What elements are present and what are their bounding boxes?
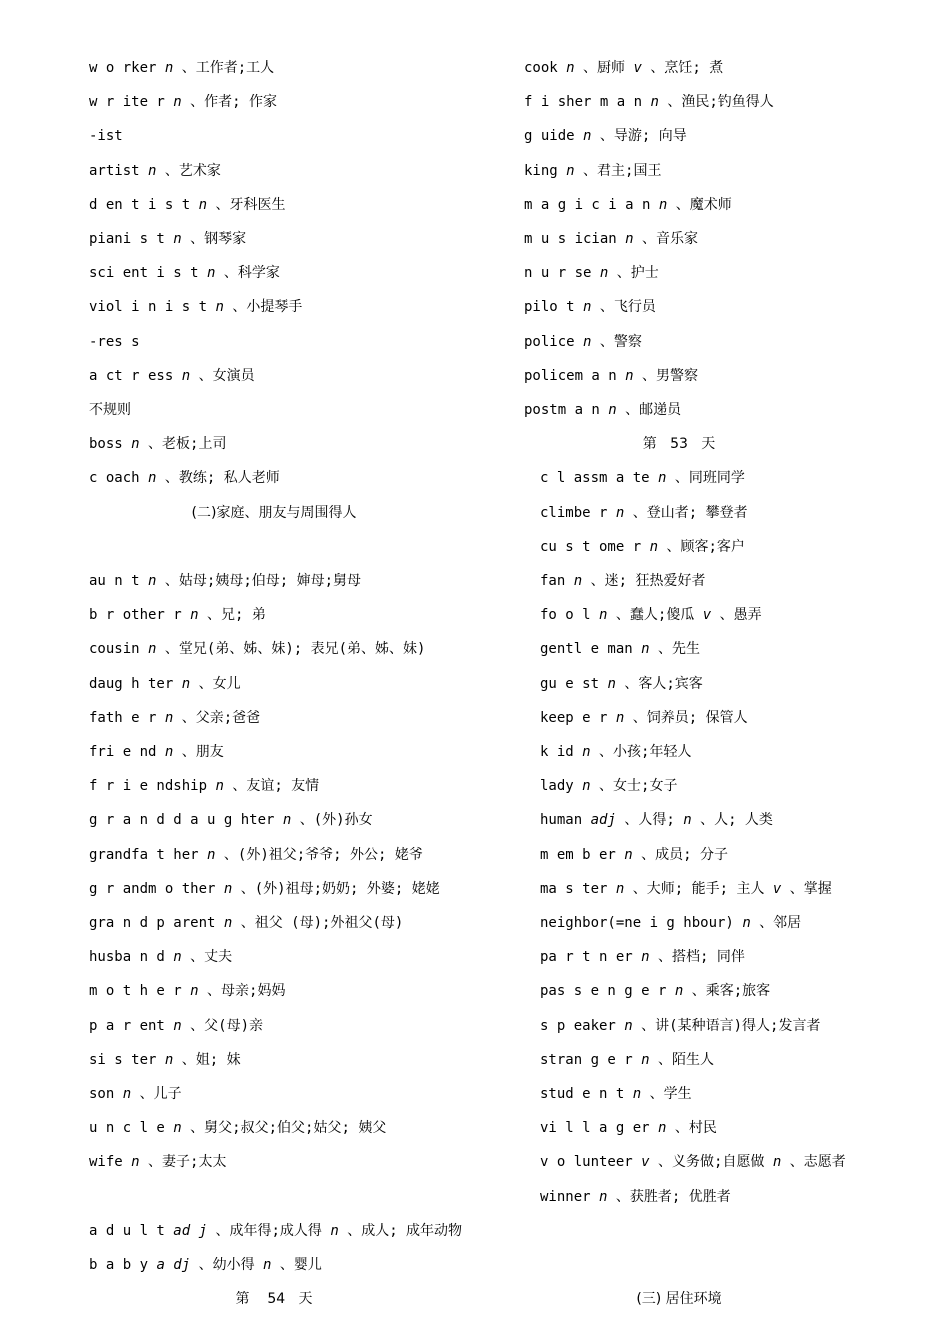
vocab-entry <box>524 196 732 214</box>
entry-word: c l assm a te <box>540 470 650 487</box>
part-of-speech: n <box>607 675 616 692</box>
entry-word: fri e nd <box>89 744 157 760</box>
part-of-speech: n <box>641 949 650 966</box>
vocab-entry <box>540 1119 717 1137</box>
vocab-entry <box>524 93 774 111</box>
entry-word: g r andm o ther <box>89 880 216 897</box>
definition: 、小提琴手 <box>232 299 303 316</box>
entry-word: a d u l t <box>89 1222 165 1239</box>
entry-word: cousin <box>89 641 140 658</box>
vocab-entry <box>89 948 232 966</box>
vocab-entry <box>89 811 373 829</box>
part-of-speech: n <box>599 265 609 282</box>
part-of-speech: n <box>625 367 634 384</box>
vocab-entry <box>89 264 280 282</box>
entry-word: cu s t ome r <box>540 538 642 555</box>
entry-word: pilo t <box>524 299 575 316</box>
entry-word: w r ite r <box>89 94 165 111</box>
vocab-entry <box>524 59 723 77</box>
entry-word: sci ent i s t <box>89 265 199 282</box>
part-of-speech: n <box>658 1120 667 1137</box>
definition: 、女士;女子 <box>599 778 678 795</box>
entry-word: u n c l e <box>89 1120 165 1137</box>
part-of-speech: n <box>641 1051 650 1068</box>
section-heading: (三) 居住环境 <box>636 1291 722 1308</box>
definition: 、科学家 <box>223 265 280 282</box>
part-of-speech: a dj <box>156 1257 191 1273</box>
entry-word: f i sher m a n <box>524 94 643 111</box>
vocab-entry <box>89 196 285 214</box>
part-of-speech: n <box>164 60 174 76</box>
definition: 、魔术师 <box>675 196 732 213</box>
definition: 、友谊; 友情 <box>232 778 320 795</box>
vocab-entry <box>540 743 691 761</box>
entry-word: 不规则 <box>89 402 131 418</box>
part-of-speech: v <box>772 880 782 897</box>
entry-word: king <box>524 162 558 179</box>
vocab-entry <box>89 914 403 932</box>
vocab-entry <box>89 401 131 419</box>
part-of-speech: n <box>173 231 182 247</box>
entry-word: vi l l a g er <box>540 1120 650 1137</box>
entry-word: husba n d <box>89 949 165 966</box>
definition: 、(外)孙女 <box>299 812 373 829</box>
vocab-entry <box>540 1153 846 1171</box>
entry-word: k id <box>540 744 574 760</box>
definition: 、饲养员; 保管人 <box>632 709 748 726</box>
vocab-entry <box>540 640 700 658</box>
entry-word: -ist <box>89 128 123 145</box>
entry-word: b a b y <box>89 1257 149 1273</box>
vocab-entry <box>524 162 661 180</box>
definition: 、飞行员 <box>599 299 656 316</box>
vocab-entry <box>89 1256 322 1274</box>
entry-word: stud e n t <box>540 1086 625 1102</box>
definition: 、讲(某种语言)得人;发言者 <box>641 1017 821 1034</box>
entry-word: m u s ician <box>524 231 617 247</box>
entry-word: m a g i c i a n <box>524 196 651 213</box>
part-of-speech: n <box>674 983 684 1000</box>
vocab-entry <box>89 1119 386 1137</box>
vocab-entry <box>540 777 677 795</box>
definition: 、兄; 弟 <box>207 607 266 624</box>
entry-word: v o lunteer <box>540 1154 633 1171</box>
vocab-entry <box>540 811 773 829</box>
part-of-speech: v <box>641 1154 650 1171</box>
definition: 、音乐家 <box>642 231 699 247</box>
vocab-entry <box>89 1153 226 1171</box>
entry-word: son <box>89 1086 115 1102</box>
vocab-entry <box>540 948 745 966</box>
definition: 、老板;上司 <box>148 436 227 453</box>
definition: 、作者; 作家 <box>190 94 278 111</box>
definition: 、获胜者; 优胜者 <box>615 1188 731 1205</box>
part-of-speech: n <box>582 744 591 760</box>
vocab-entry <box>89 1222 462 1240</box>
part-of-speech: n <box>650 94 659 111</box>
vocab-entry <box>540 1051 714 1069</box>
entry-word: fan <box>540 573 566 589</box>
part-of-speech: n <box>215 778 224 795</box>
entry-word: daug h ter <box>89 675 174 692</box>
definition: 、朋友 <box>181 744 224 760</box>
part-of-speech: n <box>198 196 208 213</box>
entry-word: cook <box>524 60 558 76</box>
part-of-speech: n <box>583 333 592 350</box>
part-of-speech: n <box>223 880 233 897</box>
part-of-speech: n <box>658 470 667 487</box>
part-of-speech: n <box>583 128 592 145</box>
vocab-entry <box>540 538 745 556</box>
entry-word: gu e st <box>540 675 600 692</box>
definition: 、(外)祖父;爷爷; 外公; 姥爷 <box>223 846 423 863</box>
definition: 、钢琴家 <box>190 231 247 247</box>
vocab-entry <box>89 59 274 77</box>
entry-word: b r other r <box>89 607 182 624</box>
definition: 、邮递员 <box>625 402 682 418</box>
definition: 、儿子 <box>139 1086 182 1102</box>
entry-word: neighbor(=ne i g hbour) <box>540 915 734 931</box>
vocab-entry <box>524 127 687 145</box>
vocab-entry <box>89 675 241 693</box>
definition: 、护士 <box>616 265 659 282</box>
vocab-entry <box>89 333 140 351</box>
part-of-speech: n <box>615 880 625 897</box>
vocab-entry <box>89 709 260 727</box>
definition: 、女演员 <box>198 367 255 384</box>
definition: 、陌生人 <box>658 1051 715 1068</box>
entry-word: -res s <box>89 333 140 350</box>
part-of-speech: n <box>624 846 633 863</box>
definition: 、幼小得 <box>198 1257 255 1273</box>
definition: 、蠢人;傻瓜 <box>615 607 695 624</box>
part-of-speech: n <box>173 1120 182 1137</box>
vocab-entry <box>540 572 705 590</box>
entry-word: w o rker <box>89 60 157 76</box>
definition: 、工作者;工人 <box>181 60 275 76</box>
definition: 、义务做;自愿做 <box>658 1154 765 1171</box>
part-of-speech: v <box>633 60 642 76</box>
vocab-entry <box>89 93 277 111</box>
part-of-speech: n <box>223 915 233 931</box>
vocab-entry <box>524 367 698 385</box>
definition: 、客人;宾客 <box>624 675 703 692</box>
entry-word: s p eaker <box>540 1017 616 1034</box>
part-of-speech: n <box>263 1257 272 1273</box>
part-of-speech: n <box>632 1086 642 1102</box>
definition: 、父亲;爸爸 <box>181 709 261 726</box>
definition: 、成年得;成人得 <box>215 1222 322 1239</box>
entry-word: grandfa t her <box>89 846 199 863</box>
definition: 、乘客;旅客 <box>691 983 771 1000</box>
definition: 、邻居 <box>759 915 802 931</box>
entry-word: ma s ter <box>540 880 608 897</box>
part-of-speech: n <box>131 436 140 453</box>
part-of-speech: n <box>615 709 625 726</box>
definition: 、教练; 私人老师 <box>164 470 280 487</box>
part-of-speech: n <box>122 1086 132 1102</box>
definition: 、牙科医生 <box>215 196 286 213</box>
entry-word: artist <box>89 162 140 179</box>
vocab-entry <box>89 743 224 761</box>
definition: 、男警察 <box>642 367 699 384</box>
entry-word: gra n d p arent <box>89 915 216 931</box>
vocab-entry <box>89 572 361 590</box>
definition: 、姑母;姨母;伯母; 婶母;舅母 <box>164 573 362 589</box>
vocab-entry <box>89 127 123 145</box>
definition: 、祖父 (母);外祖父(母) <box>240 915 404 931</box>
part-of-speech: n <box>173 94 182 111</box>
entry-word: stran g e r <box>540 1051 633 1068</box>
vocab-entry <box>89 777 319 795</box>
vocab-entry <box>540 1017 820 1035</box>
part-of-speech: n <box>282 812 292 829</box>
entry-word: piani s t <box>89 231 165 247</box>
part-of-speech: n <box>772 1154 782 1171</box>
definition: 、渔民;钓鱼得人 <box>667 94 774 111</box>
part-of-speech: ad j <box>173 1222 208 1239</box>
definition: 、妻子;太太 <box>148 1154 227 1171</box>
entry-word: au n t <box>89 573 140 589</box>
definition: 、姐; 妹 <box>181 1051 241 1068</box>
vocab-entry <box>89 435 226 453</box>
entry-word: keep e r <box>540 709 608 726</box>
vocab-entry <box>89 1085 182 1103</box>
definition: 、成员; 分子 <box>641 846 729 863</box>
entry-word: c oach <box>89 470 140 487</box>
definition: 、厨师 <box>583 60 626 76</box>
definition: 、丈夫 <box>190 949 233 966</box>
part-of-speech: n <box>625 231 634 247</box>
entry-word: climbe r <box>540 504 608 521</box>
part-of-speech: n <box>683 812 692 829</box>
entry-word: p a r ent <box>89 1017 165 1034</box>
part-of-speech: n <box>649 538 659 555</box>
part-of-speech: n <box>181 675 191 692</box>
vocab-entry <box>540 880 832 898</box>
part-of-speech: n <box>173 949 182 966</box>
entry-word: g r a n d d a u g hter <box>89 812 275 829</box>
entry-word: m em b er <box>540 846 616 863</box>
definition: 、舅父;叔父;伯父;姑父; 姨父 <box>190 1120 387 1137</box>
vocab-entry <box>524 298 656 316</box>
definition: 、(外)祖母;奶奶; 外婆; 姥姥 <box>240 880 440 897</box>
part-of-speech: n <box>207 265 216 282</box>
entry-word: si s ter <box>89 1051 157 1068</box>
part-of-speech: n <box>608 402 617 418</box>
definition: 、父(母)亲 <box>190 1017 264 1034</box>
part-of-speech: n <box>148 641 157 658</box>
part-of-speech: n <box>190 607 199 624</box>
entry-word: wife <box>89 1154 123 1171</box>
definition: 、志愿者 <box>789 1154 846 1171</box>
section-heading: (二)家庭、朋友与周围得人 <box>191 504 357 521</box>
definition: 、同班同学 <box>674 470 745 487</box>
definition: 、婴儿 <box>279 1257 322 1273</box>
part-of-speech: n <box>207 846 216 863</box>
part-of-speech: n <box>164 1051 174 1068</box>
definition: 、愚弄 <box>719 607 762 624</box>
definition: 、艺术家 <box>164 162 221 179</box>
part-of-speech: adj <box>590 812 616 829</box>
definition: 、登山者; 攀登者 <box>632 504 748 521</box>
entry-word: pa r t n er <box>540 949 633 966</box>
vocab-entry <box>540 606 762 624</box>
vocab-entry <box>89 230 246 248</box>
vocab-entry <box>89 367 255 385</box>
part-of-speech: n <box>190 983 199 1000</box>
vocab-entry <box>89 982 285 1000</box>
section-heading: 第 54 天 <box>235 1291 313 1308</box>
vocab-entry <box>524 401 681 419</box>
definition: 、君主;国王 <box>583 162 662 179</box>
part-of-speech: n <box>164 709 174 726</box>
entry-word: fath e r <box>89 709 157 726</box>
vocab-entry <box>540 1085 692 1103</box>
part-of-speech: n <box>148 162 157 179</box>
part-of-speech: n <box>164 744 174 760</box>
part-of-speech: n <box>148 470 157 487</box>
part-of-speech: n <box>566 162 575 179</box>
section-heading: 第 53 天 <box>642 436 716 453</box>
entry-word: g uide <box>524 128 575 145</box>
entry-word: m o t h e r <box>89 983 182 1000</box>
part-of-speech: n <box>173 1017 182 1034</box>
vocab-entry <box>89 880 440 898</box>
definition: 、顾客;客户 <box>666 538 745 555</box>
vocab-entry <box>540 675 703 693</box>
entry-word: policem a n <box>524 367 617 384</box>
part-of-speech: n <box>615 504 625 521</box>
definition: 、导游; 向导 <box>599 128 687 145</box>
vocab-entry <box>89 1017 263 1035</box>
part-of-speech: n <box>148 573 157 589</box>
vocab-entry <box>89 846 423 864</box>
vocab-entry <box>524 264 659 282</box>
entry-word: police <box>524 333 575 350</box>
definition: 、小孩;年轻人 <box>599 744 692 760</box>
definition: 、学生 <box>649 1086 692 1102</box>
entry-word: human <box>540 812 583 829</box>
part-of-speech: n <box>641 641 650 658</box>
vocab-entry <box>89 469 280 487</box>
part-of-speech: n <box>599 1188 608 1205</box>
vocab-entry <box>89 606 266 624</box>
part-of-speech: n <box>742 915 751 931</box>
entry-word: winner <box>540 1188 591 1205</box>
vocab-entry <box>540 709 748 727</box>
part-of-speech: n <box>658 196 668 213</box>
part-of-speech: n <box>624 1017 633 1034</box>
entry-word: lady <box>540 778 574 795</box>
definition: 、搭档; 同伴 <box>658 949 745 966</box>
entry-word: boss <box>89 436 123 453</box>
vocab-entry <box>540 914 801 932</box>
part-of-speech: n <box>573 573 583 589</box>
definition: 、成人; 成年动物 <box>347 1222 463 1239</box>
entry-word: viol i n i s t <box>89 299 208 316</box>
definition: 、烹饪; 煮 <box>650 60 724 76</box>
vocab-entry <box>89 298 302 316</box>
part-of-speech: n <box>215 299 224 316</box>
part-of-speech: n <box>566 60 575 76</box>
vocab-entry <box>89 640 425 658</box>
definition: 、迷; 狂热爱好者 <box>590 573 706 589</box>
definition: 、掌握 <box>789 880 832 897</box>
definition: 、堂兄(弟、姊、妹); 表兄(弟、姊、妹) <box>164 641 426 658</box>
vocab-entry <box>524 333 642 351</box>
definition: 、人; 人类 <box>700 812 773 829</box>
entry-word: n u r se <box>524 265 592 282</box>
definition: 、人得; <box>624 812 675 829</box>
entry-word: gentl e man <box>540 641 633 658</box>
definition: 、村民 <box>674 1120 717 1137</box>
vocab-entry <box>540 982 770 1000</box>
entry-word: f r i e ndship <box>89 778 208 795</box>
entry-word: a ct r ess <box>89 367 174 384</box>
vocab-entry <box>540 469 745 487</box>
definition: 、警察 <box>599 333 642 350</box>
entry-word: d en t i s t <box>89 196 191 213</box>
part-of-speech: v <box>702 607 712 624</box>
vocab-entry <box>89 1051 241 1069</box>
entry-word: fo o l <box>540 607 591 624</box>
vocab-entry <box>89 162 221 180</box>
part-of-speech: n <box>181 367 191 384</box>
vocab-entry <box>540 504 748 522</box>
vocab-entry <box>524 230 698 248</box>
vocab-entry <box>540 1188 731 1206</box>
part-of-speech: n <box>599 607 608 624</box>
entry-word: pas s e n g e r <box>540 983 667 1000</box>
definition: 、女儿 <box>198 675 241 692</box>
part-of-speech: n <box>582 778 591 795</box>
definition: 、大师; 能手; 主人 <box>632 880 765 897</box>
definition: 、母亲;妈妈 <box>207 983 286 1000</box>
vocab-entry <box>540 846 728 864</box>
part-of-speech: n <box>330 1222 339 1239</box>
entry-word: postm a n <box>524 402 600 418</box>
part-of-speech: n <box>583 299 592 316</box>
definition: 、先生 <box>658 641 701 658</box>
part-of-speech: n <box>131 1154 140 1171</box>
